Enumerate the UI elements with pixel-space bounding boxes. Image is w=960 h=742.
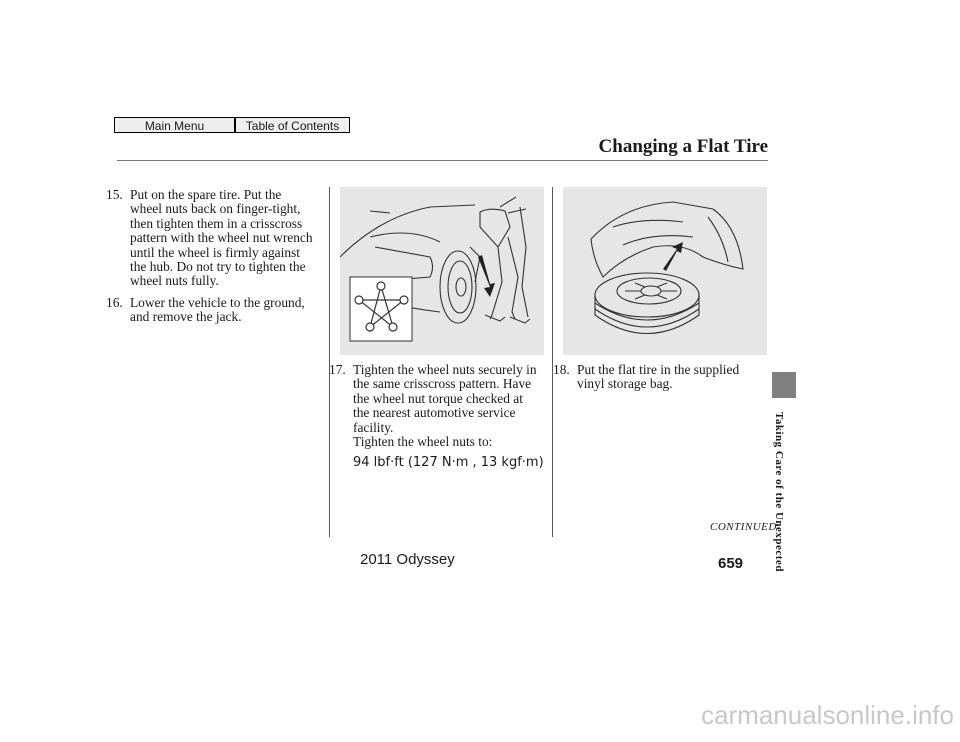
step-text-first-line: Put the flat tire in the supplied bbox=[577, 362, 740, 377]
step-text: and remove the jack. bbox=[130, 309, 242, 325]
step-number: 15. bbox=[106, 187, 123, 202]
step-number: 18. bbox=[553, 362, 570, 377]
watermark: carmanualsonline.info bbox=[701, 700, 954, 730]
section-tab-marker bbox=[772, 372, 796, 398]
step-text: wheel nuts back on finger-tight, then tighten them in a crisscross pattern with the wheel nut wrench until the wheel is firmly against the hub. Do not try to tighten the wheel nuts fully. bbox=[130, 201, 313, 289]
header-rule bbox=[117, 160, 768, 161]
step-15 bbox=[106, 187, 326, 289]
step-text-first-line: Put on the spare tire. Put the bbox=[130, 187, 282, 202]
step-text-first-line: Lower the vehicle to the ground, bbox=[130, 295, 305, 310]
step-number: 16. bbox=[106, 295, 123, 310]
page-title: Changing a Flat Tire bbox=[598, 136, 768, 157]
step-text: vinyl storage bag. bbox=[577, 376, 673, 392]
vinyl-storage-bag-illustration bbox=[563, 187, 767, 355]
step-text: the same crisscross pattern. Have the wheel nut torque checked at the nearest automotive service facility. bbox=[353, 376, 532, 435]
step-16 bbox=[106, 296, 326, 326]
step-text-first-line: Tighten the wheel nuts securely in bbox=[353, 362, 537, 377]
tighten-to-label: Tighten the wheel nuts to: bbox=[353, 434, 493, 449]
continued-label: CONTINUED bbox=[710, 521, 777, 533]
torque-value: 94 lbf·ft (127 N·m , 13 kgf·m) bbox=[353, 455, 544, 470]
section-tab-label: Taking Care of the Unexpected bbox=[773, 412, 785, 572]
main-menu-button[interactable]: Main Menu bbox=[114, 117, 235, 133]
step-number: 17. bbox=[329, 362, 346, 377]
model-name: 2011 Odyssey bbox=[360, 551, 455, 568]
page-number: 659 bbox=[718, 555, 744, 572]
tighten-wheel-nuts-illustration bbox=[340, 187, 544, 355]
step-18 bbox=[553, 363, 763, 393]
table-of-contents-button[interactable]: Table of Contents bbox=[235, 117, 350, 133]
